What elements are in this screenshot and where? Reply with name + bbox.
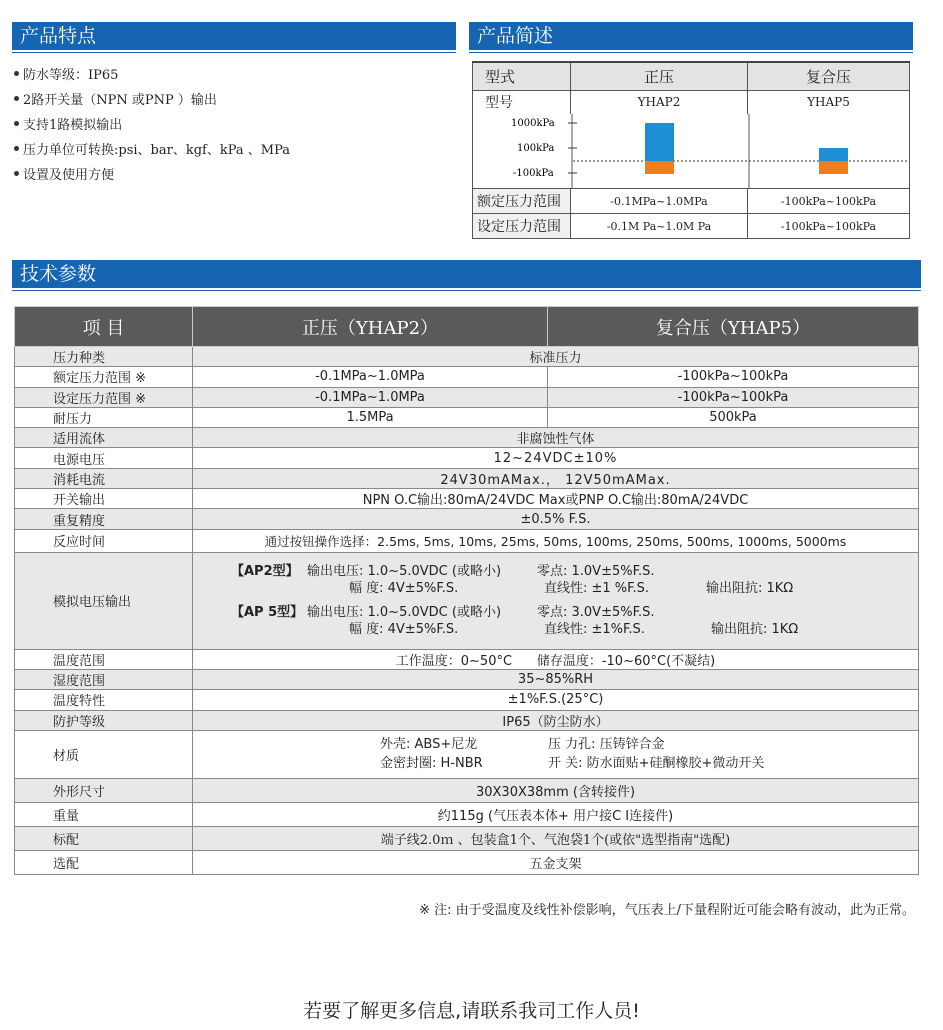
summary-title-bar — [469, 22, 913, 50]
rated-range-positive: -0.1MPa~1.0MPa — [571, 189, 748, 214]
bullet-icon — [14, 171, 19, 176]
table-row: 材质 外壳: ABS+尼龙 压 力孔: 压铸锌合金 金密封圈: H-NBR 开 关: 防水面贴+硅酮橡胶+微动开关 — [15, 730, 919, 778]
features-title: 产品特点 — [20, 25, 97, 47]
feature-item: 防水等级：IP65 — [14, 63, 290, 88]
features-title-bar — [12, 22, 456, 50]
table-row: 消耗电流 24V30mAMax.， 12V50mAMax. — [15, 468, 919, 488]
axis-label-1000kpa: 1000kPa — [511, 118, 555, 129]
set-range-label: 设定压力范围 — [473, 214, 571, 239]
table-row: 重量 约115g (气压表本体+ 用户接C I连接件) — [15, 802, 919, 826]
positive-range-bar — [645, 123, 674, 161]
table-row: 重复精度 ±0.5% F.S. — [15, 509, 919, 529]
bullet-icon — [14, 121, 19, 126]
params-title: 技术参数 — [20, 263, 97, 285]
set-range-compound: -100kPa~100kPa — [748, 214, 910, 239]
params-head-positive: 正压（YHAP2） — [193, 307, 548, 347]
footnote: ※ 注: 由于受温度及线性补偿影响，气压表上/下量程附近可能会略有波动，此为正常。 — [419, 903, 915, 918]
bullet-icon — [14, 96, 19, 101]
table-row: 适用流体 非腐蚀性气体 — [15, 428, 919, 448]
summary-table — [472, 61, 910, 239]
positive-negative-bar — [645, 161, 674, 174]
set-range-positive: -0.1M Pa~1.0M Pa — [571, 214, 748, 239]
table-row: 压力种类 标准压力 — [15, 347, 919, 367]
table-row: 耐压力 1.5MPa 500kPa — [15, 407, 919, 427]
range-chart — [473, 114, 910, 189]
bullet-icon — [14, 71, 19, 76]
range-chart-svg — [473, 114, 909, 188]
table-row: 标配 端子线2.0ｍ 、包装盒1个、气泡袋1个(或依"选型指南"选配) — [15, 826, 919, 850]
feature-item: 设置及使用方便 — [14, 163, 290, 188]
feature-item: 2路开关量（NPN 或PNP ）输出 — [14, 88, 290, 113]
table-row: 温度范围 工作温度：0~50°C 储存温度：-10~60°C(不凝结) — [15, 649, 919, 669]
table-row: 选配 五金支架 — [15, 850, 919, 874]
table-row: 模拟电压输出 【AP2型】 输出电压: 1.0~5.0VDC (或略小) 零点: 1.0V±5%F.S. 幅 度: 4V±5%F.S. 直线性: ±1 %F.S. 输出阻抗: 1KΩ 【AP 5型】 输出电压: 1.0~5.0VDC (或略小) 零点: 3.0V±5%F.S. 幅 度: 4V±5%F.S. 直线性: ±1%F.S. 输出阻抗: 1KΩ — [15, 552, 919, 649]
table-row: 防护等级 IP65（防尘防水） — [15, 710, 919, 730]
table-row: 湿度范围 35~85%RH — [15, 669, 919, 689]
bullet-icon — [14, 146, 19, 151]
features-list — [14, 63, 290, 188]
material-cell: 外壳: ABS+尼龙 压 力孔: 压铸锌合金 金密封圈: H-NBR 开 关: 防水面贴+硅酮橡胶+微动开关 — [193, 730, 919, 778]
summary-model-positive: YHAP2 — [571, 90, 748, 114]
table-row: 外形尺寸 30X30X38mm (含转接件) — [15, 778, 919, 802]
table-row: 温度特性 ±1%F.S.(25°C) — [15, 690, 919, 710]
summary-col-type: 型式 — [473, 62, 571, 90]
contact-footer: 若要了解更多信息,请联系我司工作人员! — [303, 1000, 640, 1022]
summary-col-positive: 正压 — [571, 62, 748, 90]
summary-model-label: 型号 — [473, 90, 571, 114]
rated-range-compound: -100kPa~100kPa — [748, 189, 910, 214]
summary-col-compound: 复合压 — [748, 62, 910, 90]
axis-label-100kpa: 100kPa — [517, 143, 555, 154]
params-head-compound: 复合压（YHAP5） — [548, 307, 919, 347]
feature-item: 压力单位可转换:psi、bar、kgf、kPa 、MPa — [14, 138, 290, 163]
table-row: 额定压力范围 ※ -0.1MPa~1.0MPa -100kPa~100kPa — [15, 367, 919, 387]
params-title-bar — [12, 260, 921, 288]
params-table — [14, 306, 919, 875]
summary-model-compound: YHAP5 — [748, 90, 910, 114]
table-row: 电源电压 12~24VDC±10% — [15, 448, 919, 468]
compound-positive-bar — [819, 148, 848, 161]
table-row: 反应时间 通过按钮操作选择：2.5ms, 5ms, 10ms, 25ms, 50ms, 100ms, 250ms, 500ms, 1000ms, 5000ms — [15, 529, 919, 552]
compound-negative-bar — [819, 161, 848, 174]
table-row: 设定压力范围 ※ -0.1MPa~1.0MPa -100kPa~100kPa — [15, 387, 919, 407]
summary-title: 产品简述 — [477, 25, 554, 47]
feature-item: 支持1路模拟输出 — [14, 113, 290, 138]
rated-range-label: 额定压力范围 — [473, 189, 571, 214]
analog-output-cell: 【AP2型】 输出电压: 1.0~5.0VDC (或略小) 零点: 1.0V±5%F.S. 幅 度: 4V±5%F.S. 直线性: ±1 %F.S. 输出阻抗: 1KΩ 【AP 5型】 输出电压: 1.0~5.0VDC (或略小) 零点: 3.0V±5%F.S. 幅 度: 4V±5%F.S. 直线性: ±1%F.S. 输出阻抗: 1KΩ — [193, 552, 919, 649]
params-head-item: 项 目 — [15, 307, 193, 347]
table-row: 开关输出 NPN O.C输出:80mA/24VDC Max或PNP O.C输出:80mA/24VDC — [15, 489, 919, 509]
axis-label-minus100kpa: -100kPa — [513, 168, 554, 179]
